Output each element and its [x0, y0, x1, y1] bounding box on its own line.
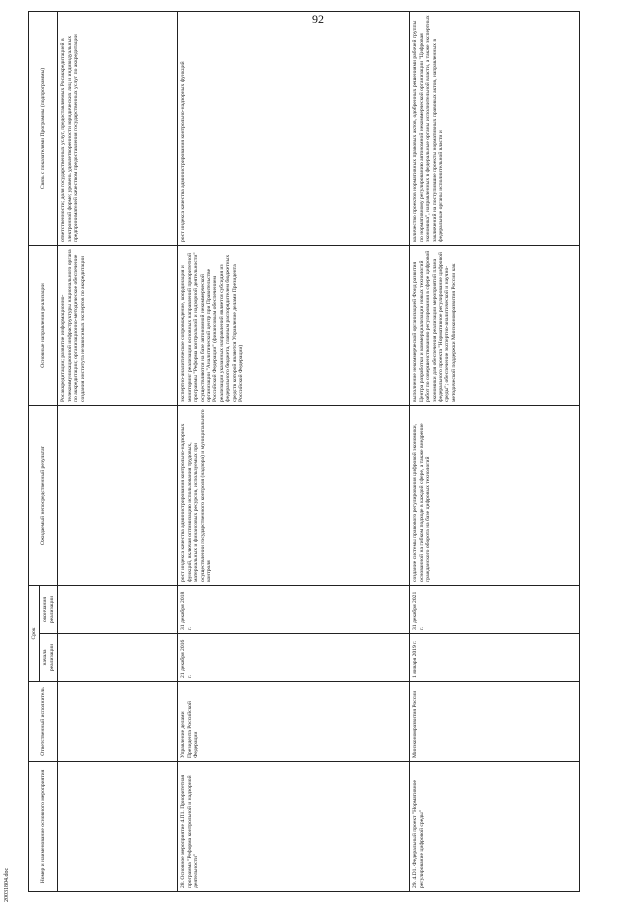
cell-link: рост индекса качества администрирования контрольно-надзорных функций	[178, 11, 410, 245]
cell-responsible: Минэкономразвития России	[410, 682, 580, 762]
header-link: Связь с показателями Программы (подпрограммы)	[29, 11, 58, 245]
cell-number-name	[58, 762, 178, 892]
cell-end: 31 декабря 2021 г.	[410, 585, 580, 633]
cell-link: количество проектов нормативных правовых актов, одобренных решениями рабочей группы по нормативному регулированию автономной некоммерческой организации "Цифровая экономика", направленных в федеральные органы исполнительной власти, а также экспертных заключений на поступившие проекты нормативных правовых актов, направленных в федеральные органы исполнительной власти и	[410, 11, 580, 245]
footer	[2, 848, 14, 903]
cell-responsible	[58, 682, 178, 762]
cell-result: создание системы правового регулирования цифровой экономики, основанной на гибком подходе в каждой сфере, а также внедрение гражданского оборота на базе цифровых технологий	[410, 405, 580, 585]
cell-responsible: Управление делами Президента Российской Федерации	[178, 682, 410, 762]
table-row	[58, 11, 178, 891]
header-responsible: Ответственный исполнитель	[29, 682, 58, 762]
table-row	[178, 11, 410, 891]
header-result: Ожидаемый непосредственный результат	[29, 405, 58, 585]
cell-end	[58, 585, 178, 633]
cell-directions: Росаккредитации; развитие информационно-телекоммуникационной инфраструктуры национального органа по аккредитации; организационно-методическое обеспечение создания института независимых экспертов по аккредитации	[58, 245, 178, 405]
program-table	[28, 11, 580, 892]
cell-start	[58, 634, 178, 682]
cell-link: ответственности; доля государственных услуг, предоставляемых Росаккредитацией в электронной форме; уровень удовлетворенности юридических лиц и индивидуальных предпринимателей качеством предоставления государственных услуг по аккредитации	[58, 11, 178, 245]
header-term: Срок	[29, 585, 40, 681]
cell-directions: экспертно-аналитическое сопровождение, координация и мониторинг реализации основных направлений приоритетной программы "Реформа контрольной и надзорной деятельности" осуществляются на базе автономной некоммерческой организации "Аналитический центр при Правительстве Российской Федерации" (финансовым обеспечением реализации указанных направлений является субсидия из федерального бюджета, главным распорядителем бюджетных средств которой является Управление делами Президента Российской Федерации)	[178, 245, 410, 405]
cell-end: 31 декабря 2018 г.	[178, 585, 410, 633]
cell-start: 21 декабря 2016 г.	[178, 634, 410, 682]
header-start: начала реализации	[40, 634, 58, 682]
header-end: окончания реализации	[40, 585, 58, 633]
cell-start: 1 января 2019 г.	[410, 634, 580, 682]
footer-doc-name: 20031804.doc	[4, 867, 10, 902]
header-number-name: Номер и наименование основного мероприятия	[29, 762, 58, 892]
table-row	[410, 11, 580, 891]
cell-directions: выполнение некоммерческой организацией Фонд развития Центра разработки и коммерциализации новых технологий работ по совершенствованию регулирования в сфере цифровой экономики для обеспечения реализации мероприятий плана федерального проекта "Нормативное регулирование цифровой среды"; обеспечение экспертно-аналитической и научно-методической поддержки Минэкономразвития России как	[410, 245, 580, 405]
header-directions: Основные направления реализации	[29, 245, 58, 405]
cell-result	[58, 405, 178, 585]
cell-result: рост индекса качества администрирования контрольно-надзорных функций, включая оптимизацию использования трудовых, материальных и финансовых ресурсов, используемых при осуществлении государственного контроля (надзора) и муниципального контроля	[178, 405, 410, 585]
cell-number-name: 29. 4.D1. Федеральный проект "Нормативное регулирование цифровой среды"	[410, 762, 580, 892]
cell-number-name: 28. Основное мероприятие 4.П1. Приоритетная программа "Реформа контрольной и надзорной деятельности"	[178, 762, 410, 892]
page-number: 92	[312, 12, 324, 26]
rotated-table-region	[28, 12, 612, 892]
